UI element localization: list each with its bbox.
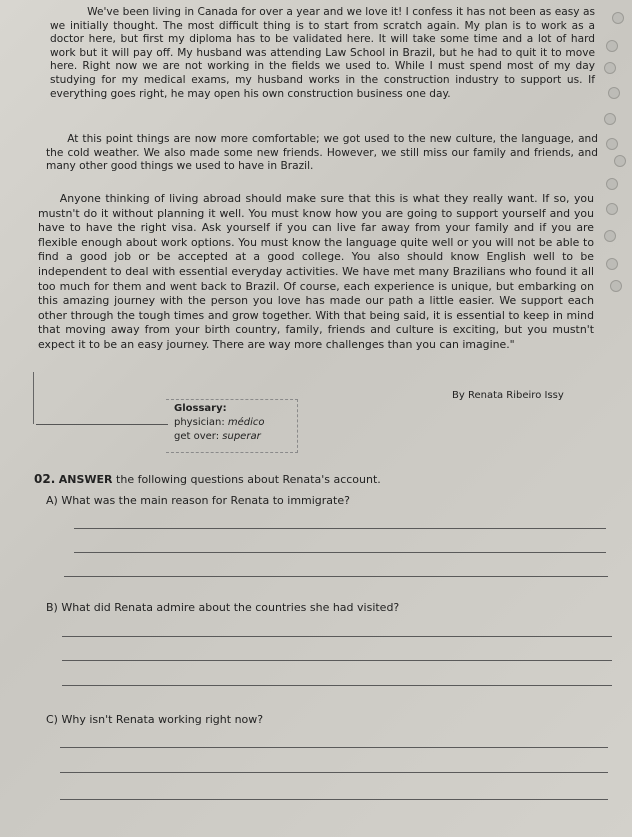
margin-rule [36,424,168,425]
glossary-definition: médico [227,417,265,428]
margin-bracket [33,372,34,424]
answer-line-a3[interactable] [64,576,608,577]
question-c: C) Why isn't Renata working right now? [46,713,264,726]
question-b: B) What did Renata admire about the countries she had visited? [46,601,400,614]
binder-hole-icon [606,138,618,150]
exercise-number: 02. [34,472,56,486]
binder-hole-icon [614,155,626,167]
binder-hole-icon [604,113,616,125]
binder-hole-icon [606,258,618,270]
answer-line-a1[interactable] [74,528,606,529]
answer-line-c3[interactable] [60,799,608,800]
binder-hole-icon [606,40,618,52]
glossary-term: get over: [174,431,220,442]
glossary-box [166,399,298,453]
glossary-title: Glossary: [174,403,227,414]
binder-hole-icon [606,203,618,215]
question-a: A) What was the main reason for Renata to immigrate? [46,494,350,507]
exercise-keyword: ANSWER [58,473,113,486]
binder-hole-icon [612,12,624,24]
author-credit: By Renata Ribeiro Issy [452,390,564,401]
exercise-instruction: the following questions about Renata's account. [116,473,381,486]
exercise-heading [34,472,381,486]
passage-paragraph-3: Anyone thinking of living abroad should make sure that this is what they really want. If so, you mustn't do it without planning it well. You must know how you are going to support yourself and you have to have the right visa. Ask yourself if you can live far away from your family and if you are flexible enough about work options. You must know the language quite well or you will not be able to find a good job or be accepted at a good college. You also should know English well to be independent to deal with essential everyday activities. We have met many Brazilians who found it all too much for them and went back to Brazil. Of course, each experience is unique, but embarking on this amazing journey with the person you love has made our path a little easier. We support each other through the tough times and grow together. With that being said, it is essential to keep in mind that moving away from your birth country, family, friends and culture is exciting, but you mustn't expect it to be an easy journey. There are way more challenges than you can imagine." [38,192,594,351]
glossary-item [174,417,297,428]
binder-hole-icon [608,87,620,99]
binder-holes-column [592,0,632,837]
answer-line-c1[interactable] [60,747,608,748]
answer-line-c2[interactable] [60,772,608,773]
binder-hole-icon [604,62,616,74]
binder-hole-icon [610,280,622,292]
answer-line-a2[interactable] [74,552,606,553]
glossary-item [174,431,297,442]
binder-hole-icon [606,178,618,190]
passage-paragraph-1: We've been living in Canada for over a year and we love it! I confess it has not been as easy as we initially thought. The most difficult thing is to start from scratch again. My plan is to work as a doctor here, but first my diploma has to be validated here. It will take some time and a lot of hard work but it will pay off. My husband was attending Law School in Brazil, but he had to quit it to move here. Right now we are not working in the fields we used to. While I must spend most of my day studying for my medical exams, my husband works in the construction industry to support us. If everything goes right, he may open his own construction business one day. [50,6,595,100]
passage-paragraph-2: At this point things are now more comfortable; we got used to the new culture, the language, and the cold weather. We also made some new friends. However, we still miss our family and friends, and many other good things we used to have in Brazil. [46,133,598,173]
answer-line-b1[interactable] [62,636,612,637]
glossary-term: physician: [174,417,225,428]
binder-hole-icon [604,230,616,242]
answer-line-b2[interactable] [62,660,612,661]
answer-line-b3[interactable] [62,685,612,686]
glossary-definition: superar [222,431,261,442]
